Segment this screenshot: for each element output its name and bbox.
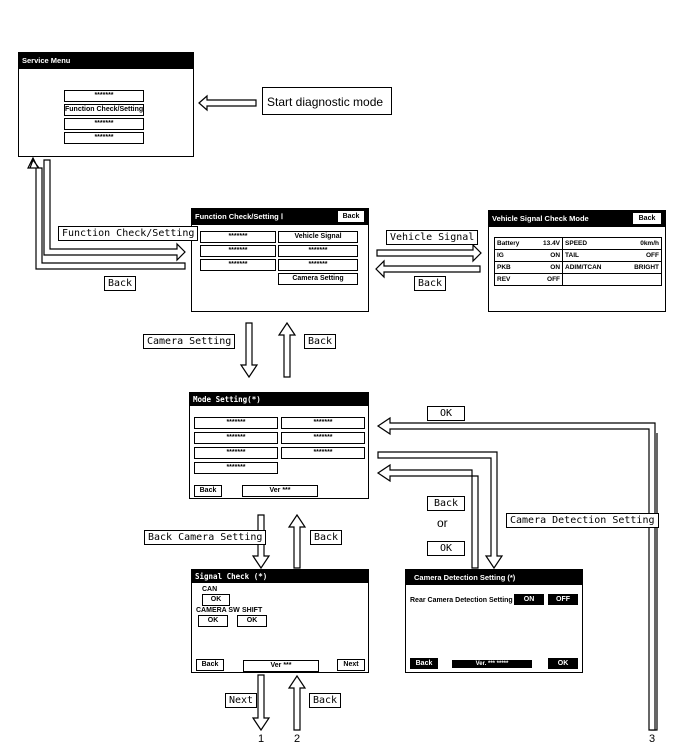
rear-camera-detection-label: Rear Camera Detection Setting [410, 597, 513, 604]
camera-detection-back-button[interactable]: Back [410, 658, 438, 669]
service-menu-item-4[interactable]: ******* [64, 132, 144, 144]
arrow-to-function-check [279, 323, 295, 377]
signal-check-screen [191, 569, 369, 673]
arrow-back-up [289, 676, 305, 730]
can-value: OK [202, 594, 230, 606]
label-camera-setting: Camera Setting [143, 334, 235, 349]
can-label: CAN [202, 586, 218, 593]
signal-key: PKB [495, 262, 533, 274]
service-menu-item-1[interactable]: ******* [64, 90, 144, 102]
start-diagnostic-label: Start diagnostic mode [267, 95, 384, 109]
mode-setting-right-item-1[interactable]: ******* [281, 417, 365, 429]
signal-value: BRIGHT [620, 262, 661, 274]
arrow-from-vehicle-signal [376, 261, 480, 277]
table-row [495, 274, 662, 286]
label-camera-detection-setting: Camera Detection Setting [506, 513, 659, 528]
camera-setting-button[interactable]: Camera Setting [278, 273, 358, 285]
label-ok-mid: OK [427, 541, 465, 556]
signal-check-next-button[interactable]: Next [337, 659, 365, 671]
mode-setting-left-item-2[interactable]: ******* [194, 432, 278, 444]
label-back-6: Back [309, 693, 341, 708]
arrow-to-vehicle-signal [377, 245, 481, 261]
camera-sw-value: OK [198, 615, 228, 627]
camera-detection-on-button[interactable]: ON [514, 594, 544, 605]
service-menu-title: Service Menu [19, 53, 193, 69]
mode-setting-version: Ver *** [242, 485, 318, 497]
label-back-3: Back [304, 334, 336, 349]
function-check-back-button[interactable]: Back [338, 211, 364, 222]
mode-setting-right-item-3[interactable]: ******* [281, 447, 365, 459]
mode-setting-left-item-3[interactable]: ******* [194, 447, 278, 459]
signal-value [620, 274, 661, 286]
signal-key: ADIM/TCAN [563, 262, 621, 274]
camera-detection-ok-button[interactable]: OK [548, 658, 578, 669]
label-back-2: Back [414, 276, 446, 291]
arrow-to-mode-setting [241, 323, 257, 377]
function-check-screen [191, 208, 369, 312]
camera-detection-version: Ver. *** ***** [452, 660, 532, 668]
mode-setting-right-item-2[interactable]: ******* [281, 432, 365, 444]
exit-1: 1 [258, 733, 265, 745]
exit-2: 2 [294, 733, 301, 745]
shift-value: OK [237, 615, 267, 627]
label-back-4: Back [310, 530, 342, 545]
function-check-left-item-1[interactable]: ******* [200, 231, 276, 243]
arrow-start-to-menu [199, 96, 256, 110]
service-menu-screen [18, 52, 194, 157]
function-check-right-item-3[interactable]: ******* [278, 259, 358, 271]
label-vehicle-signal: Vehicle Signal [386, 230, 478, 245]
arrow-to-mode-setting-from-signal [289, 515, 305, 568]
service-menu-item-3[interactable]: ******* [64, 118, 144, 130]
exit-3: 3 [649, 733, 656, 745]
signal-key: SPEED [563, 238, 621, 250]
mode-setting-left-item-4[interactable]: ******* [194, 462, 278, 474]
vehicle-signal-button[interactable]: Vehicle Signal [278, 231, 358, 243]
label-back-1: Back [104, 276, 136, 291]
signal-value: OFF [620, 250, 661, 262]
service-menu-item-function-check[interactable]: Function Check/Setting [64, 104, 144, 116]
signal-value: 0km/h [620, 238, 661, 250]
signal-value: ON [532, 262, 562, 274]
table-row [495, 238, 662, 250]
mode-setting-screen [189, 392, 369, 499]
signal-value: OFF [532, 274, 562, 286]
function-check-title: Function Check/Setting Ⅰ [192, 209, 368, 225]
label-function-check-setting: Function Check/Setting [58, 226, 198, 241]
label-ok-top: OK [427, 406, 465, 421]
signal-key: IG [495, 250, 533, 262]
mode-setting-title: Mode Setting(*) [190, 393, 368, 406]
table-row [495, 250, 662, 262]
camera-detection-screen [405, 569, 583, 673]
camera-sw-label: CAMERA SW [196, 607, 240, 614]
function-check-left-item-2[interactable]: ******* [200, 245, 276, 257]
label-or: or [437, 516, 448, 530]
vehicle-signal-table [494, 237, 662, 286]
table-row [495, 262, 662, 274]
mode-setting-back-button[interactable]: Back [194, 485, 222, 497]
signal-check-title: Signal Check (*) [192, 570, 368, 583]
vehicle-signal-title: Vehicle Signal Check Mode [489, 211, 665, 227]
signal-key: REV [495, 274, 533, 286]
signal-value: ON [532, 250, 562, 262]
signal-check-version: Ver *** [243, 660, 319, 672]
camera-detection-off-button[interactable]: OFF [548, 594, 578, 605]
label-back-camera-setting: Back Camera Setting [144, 530, 266, 545]
shift-label: SHIFT [242, 607, 263, 614]
vehicle-signal-back-button[interactable]: Back [633, 213, 661, 224]
label-next: Next [225, 693, 257, 708]
signal-check-back-button[interactable]: Back [196, 659, 224, 671]
function-check-left-item-3[interactable]: ******* [200, 259, 276, 271]
camera-detection-title: Camera Detection Setting (*) [406, 570, 582, 585]
signal-key: TAIL [563, 250, 621, 262]
mode-setting-left-item-1[interactable]: ******* [194, 417, 278, 429]
signal-value: 13.4V [532, 238, 562, 250]
signal-key: Battery [495, 238, 533, 250]
signal-key [563, 274, 621, 286]
start-diagnostic-box [262, 87, 392, 115]
label-back-5: Back [427, 496, 465, 511]
vehicle-signal-screen [488, 210, 666, 312]
arrow-menu-to-function [44, 160, 185, 260]
function-check-right-item-2[interactable]: ******* [278, 245, 358, 257]
